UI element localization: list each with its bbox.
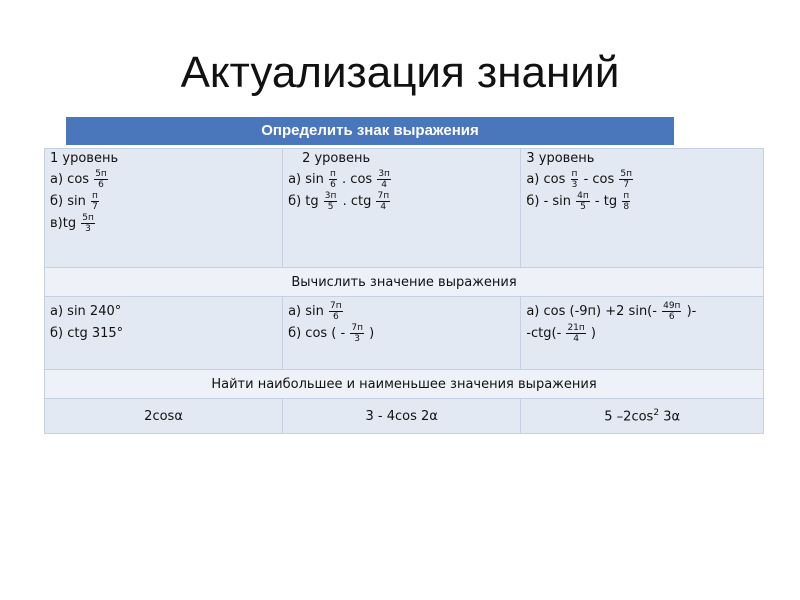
section-3-col-1: 2cosα <box>45 399 283 434</box>
section-2-row <box>45 297 764 370</box>
exponent: 2 <box>653 407 660 418</box>
expr-text: -ctg(- <box>526 326 562 341</box>
expr-text: а) sin <box>288 172 324 187</box>
denominator: 3 <box>354 334 361 344</box>
fraction <box>350 323 364 344</box>
expr-text: б) cos ( - <box>288 326 346 341</box>
denominator: 5 <box>327 202 334 212</box>
denominator: 3 <box>571 180 578 190</box>
numerator: п <box>623 191 630 201</box>
fraction <box>619 169 633 190</box>
expr-text: б) - sin <box>526 194 572 209</box>
level-3-header: 3 уровень <box>526 151 595 166</box>
numerator: 7п <box>330 301 342 311</box>
denominator: 6 <box>668 312 675 322</box>
section-2-col-2 <box>283 297 521 370</box>
numerator: п <box>330 169 336 179</box>
denominator: 6 <box>330 180 336 190</box>
fraction <box>622 191 630 212</box>
denominator: 4 <box>381 180 387 190</box>
numerator: 7п <box>377 191 390 201</box>
fraction <box>324 191 338 212</box>
fraction <box>329 301 343 322</box>
level-2-task-b <box>288 191 515 213</box>
denominator: 5 <box>580 202 586 212</box>
task-a <box>526 301 758 323</box>
section-3-row <box>45 399 764 434</box>
level-1-task-c <box>50 213 277 235</box>
denominator: 6 <box>332 312 339 322</box>
section-3-col-3 <box>521 399 764 434</box>
expr-text: а) cos (-9п) +2 sin(- <box>526 304 657 319</box>
numerator: 49п <box>663 301 681 311</box>
task-a: а) sin 240° <box>50 304 122 319</box>
fraction <box>94 169 108 190</box>
fraction <box>662 301 681 322</box>
expr-text: а) sin <box>288 304 324 319</box>
banner-determine-sign: Определить знак выражения <box>66 117 674 145</box>
level-3-cell <box>521 149 764 268</box>
numerator: 3п <box>378 169 390 179</box>
level-1-task-a <box>50 169 277 191</box>
level-1-header: 1 уровень <box>50 151 119 166</box>
expr-text: а) cos <box>50 172 90 187</box>
fraction <box>329 169 337 190</box>
denominator: 8 <box>623 202 630 212</box>
fraction <box>376 191 390 212</box>
expr-text: - cos <box>583 172 615 187</box>
level-2-task-a <box>288 169 515 191</box>
fraction <box>571 169 579 190</box>
numerator: 3п <box>324 191 337 201</box>
task-b <box>288 323 515 345</box>
task-a <box>288 301 515 323</box>
expr-text: . cos <box>342 172 373 187</box>
expr-text: 5 –2cos <box>604 409 654 425</box>
denominator: 7 <box>92 202 98 212</box>
expr-text: - tg <box>594 194 618 209</box>
fraction <box>91 191 99 212</box>
section-2-header-row <box>45 268 764 297</box>
numerator: 21п <box>567 323 585 333</box>
denominator: 6 <box>98 180 104 190</box>
level-row <box>45 149 764 268</box>
section-3-col-2: 3 - 4cos 2α <box>283 399 521 434</box>
expr-text: б) tg <box>288 194 319 209</box>
numerator: 5п <box>82 213 94 223</box>
expr-text: ) <box>369 326 375 341</box>
numerator: п <box>92 191 98 201</box>
level-2-cell <box>283 149 521 268</box>
numerator: 7п <box>351 323 363 333</box>
expr-text: б) sin <box>50 194 86 209</box>
denominator: 4 <box>573 334 579 344</box>
level-3-task-b <box>526 191 758 213</box>
fraction <box>576 191 590 212</box>
section-2-title: Вычислить значение выражения <box>45 268 764 297</box>
section-2-col-3 <box>521 297 764 370</box>
section-2-col-1 <box>45 297 283 370</box>
slide-title: Актуализация знаний <box>180 48 620 97</box>
expr-text: в)tg <box>50 216 77 231</box>
denominator: 7 <box>623 180 630 190</box>
level-2-header: 2 уровень <box>302 151 371 166</box>
level-1-task-b <box>50 191 277 213</box>
denominator: 3 <box>85 224 91 234</box>
fraction <box>81 213 95 234</box>
expr-text: ) <box>590 326 596 341</box>
numerator: 4п <box>577 191 589 201</box>
level-3-task-a <box>526 169 758 191</box>
section-3-header-row <box>45 370 764 399</box>
expr-text: . ctg <box>342 194 372 209</box>
numerator: п <box>571 169 578 179</box>
numerator: 5п <box>95 169 107 179</box>
task-b <box>526 323 758 345</box>
denominator: 4 <box>380 202 387 212</box>
expr-text: а) cos <box>526 172 566 187</box>
section-3-title: Найти наибольшее и наименьшее значения выражения <box>45 370 764 399</box>
level-1-cell <box>45 149 283 268</box>
expr-text: )- <box>686 304 697 319</box>
expr-text: 3α <box>659 409 681 425</box>
numerator: 5п <box>620 169 633 179</box>
task-table <box>44 148 764 434</box>
fraction <box>377 169 391 190</box>
task-b: б) ctg 315° <box>50 326 124 341</box>
fraction <box>566 323 585 344</box>
